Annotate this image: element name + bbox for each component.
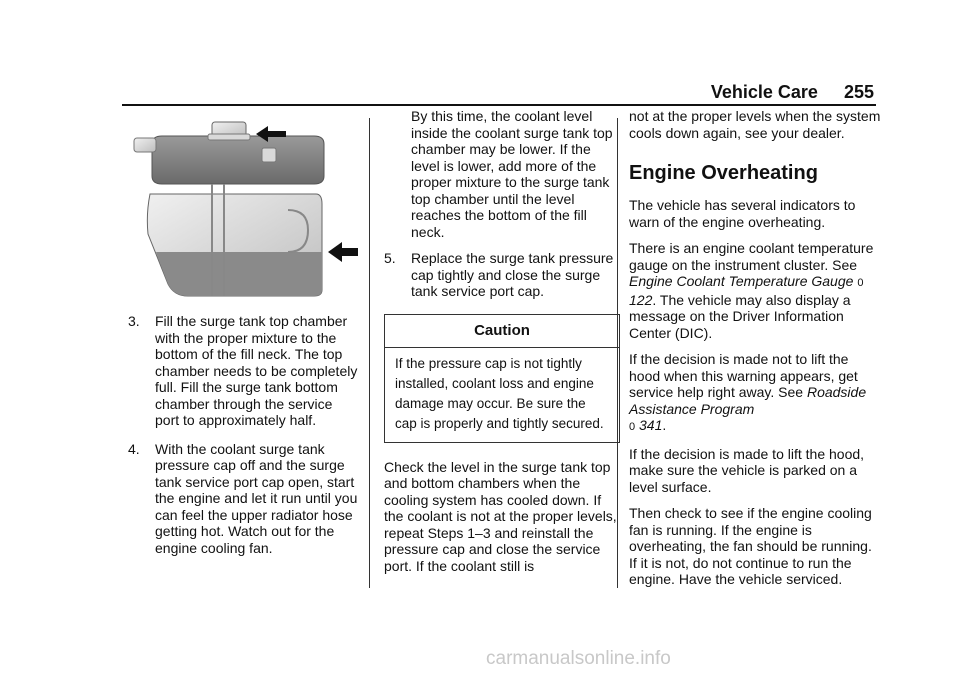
caution-title: Caution [385,315,619,348]
column-1 [128,313,358,568]
column-divider-1 [369,118,370,588]
gauge-link[interactable]: Engine Coolant Temperature Gauge [629,273,854,289]
service-help-paragraph: If the decision is made not to lift the hood when this warning appears, get service help right away. See Roadside Assistance Program 0 341. [629,351,867,433]
caution-text: If the pressure cap is not tightly installed, coolant loss and engine damage may occur. Be sure the cap is properly and tightly secured. [395,355,604,431]
section-title: Vehicle Care [710,82,818,102]
step-4: 4. With the coolant surge tank pressure cap off and the surge tank service port cap open, start the engine and let it run until you can feel the upper radiator hose getting hot. Watch out for the engine cooling fan. [128,440,358,556]
page-ref-icon: 0 [857,277,864,289]
lift-hood-paragraph: If the decision is made to lift the hood, make sure the vehicle is parked on a level surface. [629,445,865,495]
watermark: carmanualsonline.info [486,648,671,669]
column-2 [384,108,620,574]
step-4-continued: By this time, the coolant level inside the coolant surge tank top chamber may be lower. If the level is lower, add more of the proper mixture to the surge tank top chamber until the level reaches the bottom of the fill neck. [411,108,613,240]
roadside-link[interactable]: Roadside Assistance Program [629,384,867,417]
page-number: 255 [843,82,874,102]
gauge-page-ref[interactable]: 122 [629,291,653,308]
step-3: 3. Fill the surge tank top chamber with the proper mixture to the bottom of the fill neck. The top chamber needs to be completely full. Fill the surge tank bottom chamber through the service port to approximately half. [128,313,358,428]
roadside-page-ref[interactable]: 341 [639,417,663,433]
step-5-text: Replace the surge tank pressure cap tightly and close the surge tank service port cap. [411,250,614,299]
step-3-text: Fill the surge tank top chamber with the proper mixture to the bottom of the fill neck. The top chamber needs to be completely full. Fill the surge tank bottom chamber through the service port to approximately half. [155,313,358,428]
arrow-bottom-icon [328,242,358,262]
fan-paragraph: Then check to see if the engine cooling fan is running. If the engine is overheating, the fan should be running. If it is not, do not continue to run the engine. Have the vehicle serviced. [629,505,872,587]
step-5: 5. Replace the surge tank pressure cap tightly and close the surge tank service port cap. [384,250,614,299]
check-level-paragraph: Check the level in the surge tank top and bottom chambers when the cooling system has cooled down. If the coolant is not at the proper levels, repeat Steps 1–3 and reinstall the pressure cap and close the service port. If the coolant still is [384,458,617,574]
indicators-paragraph: The vehicle has several indicators to warn of the engine overheating. [629,197,856,230]
step-4-text: With the coolant surge tank pressure cap off and the surge tank service port cap open, start the engine and let it run until you can feel the upper radiator hose getting hot. Watch out for the engine cooling fan. [155,440,358,556]
page-ref-icon: 0 [629,421,636,433]
section-heading: Engine Overheating [629,162,818,184]
gauge-paragraph: There is an engine coolant temperature gauge on the instrument cluster. See Engine Coolant Temperature Gauge 0 122. The vehicle may also display a message on the Driver Information Center (DIC). [629,240,874,341]
dealer-paragraph: not at the proper levels when the system cools down again, see your dealer. [629,108,881,141]
column-3 [629,108,881,588]
page-header [711,82,874,103]
coolant-surge-tank-illustration [128,114,360,300]
caution-box [384,314,620,443]
header-rule [122,104,876,106]
